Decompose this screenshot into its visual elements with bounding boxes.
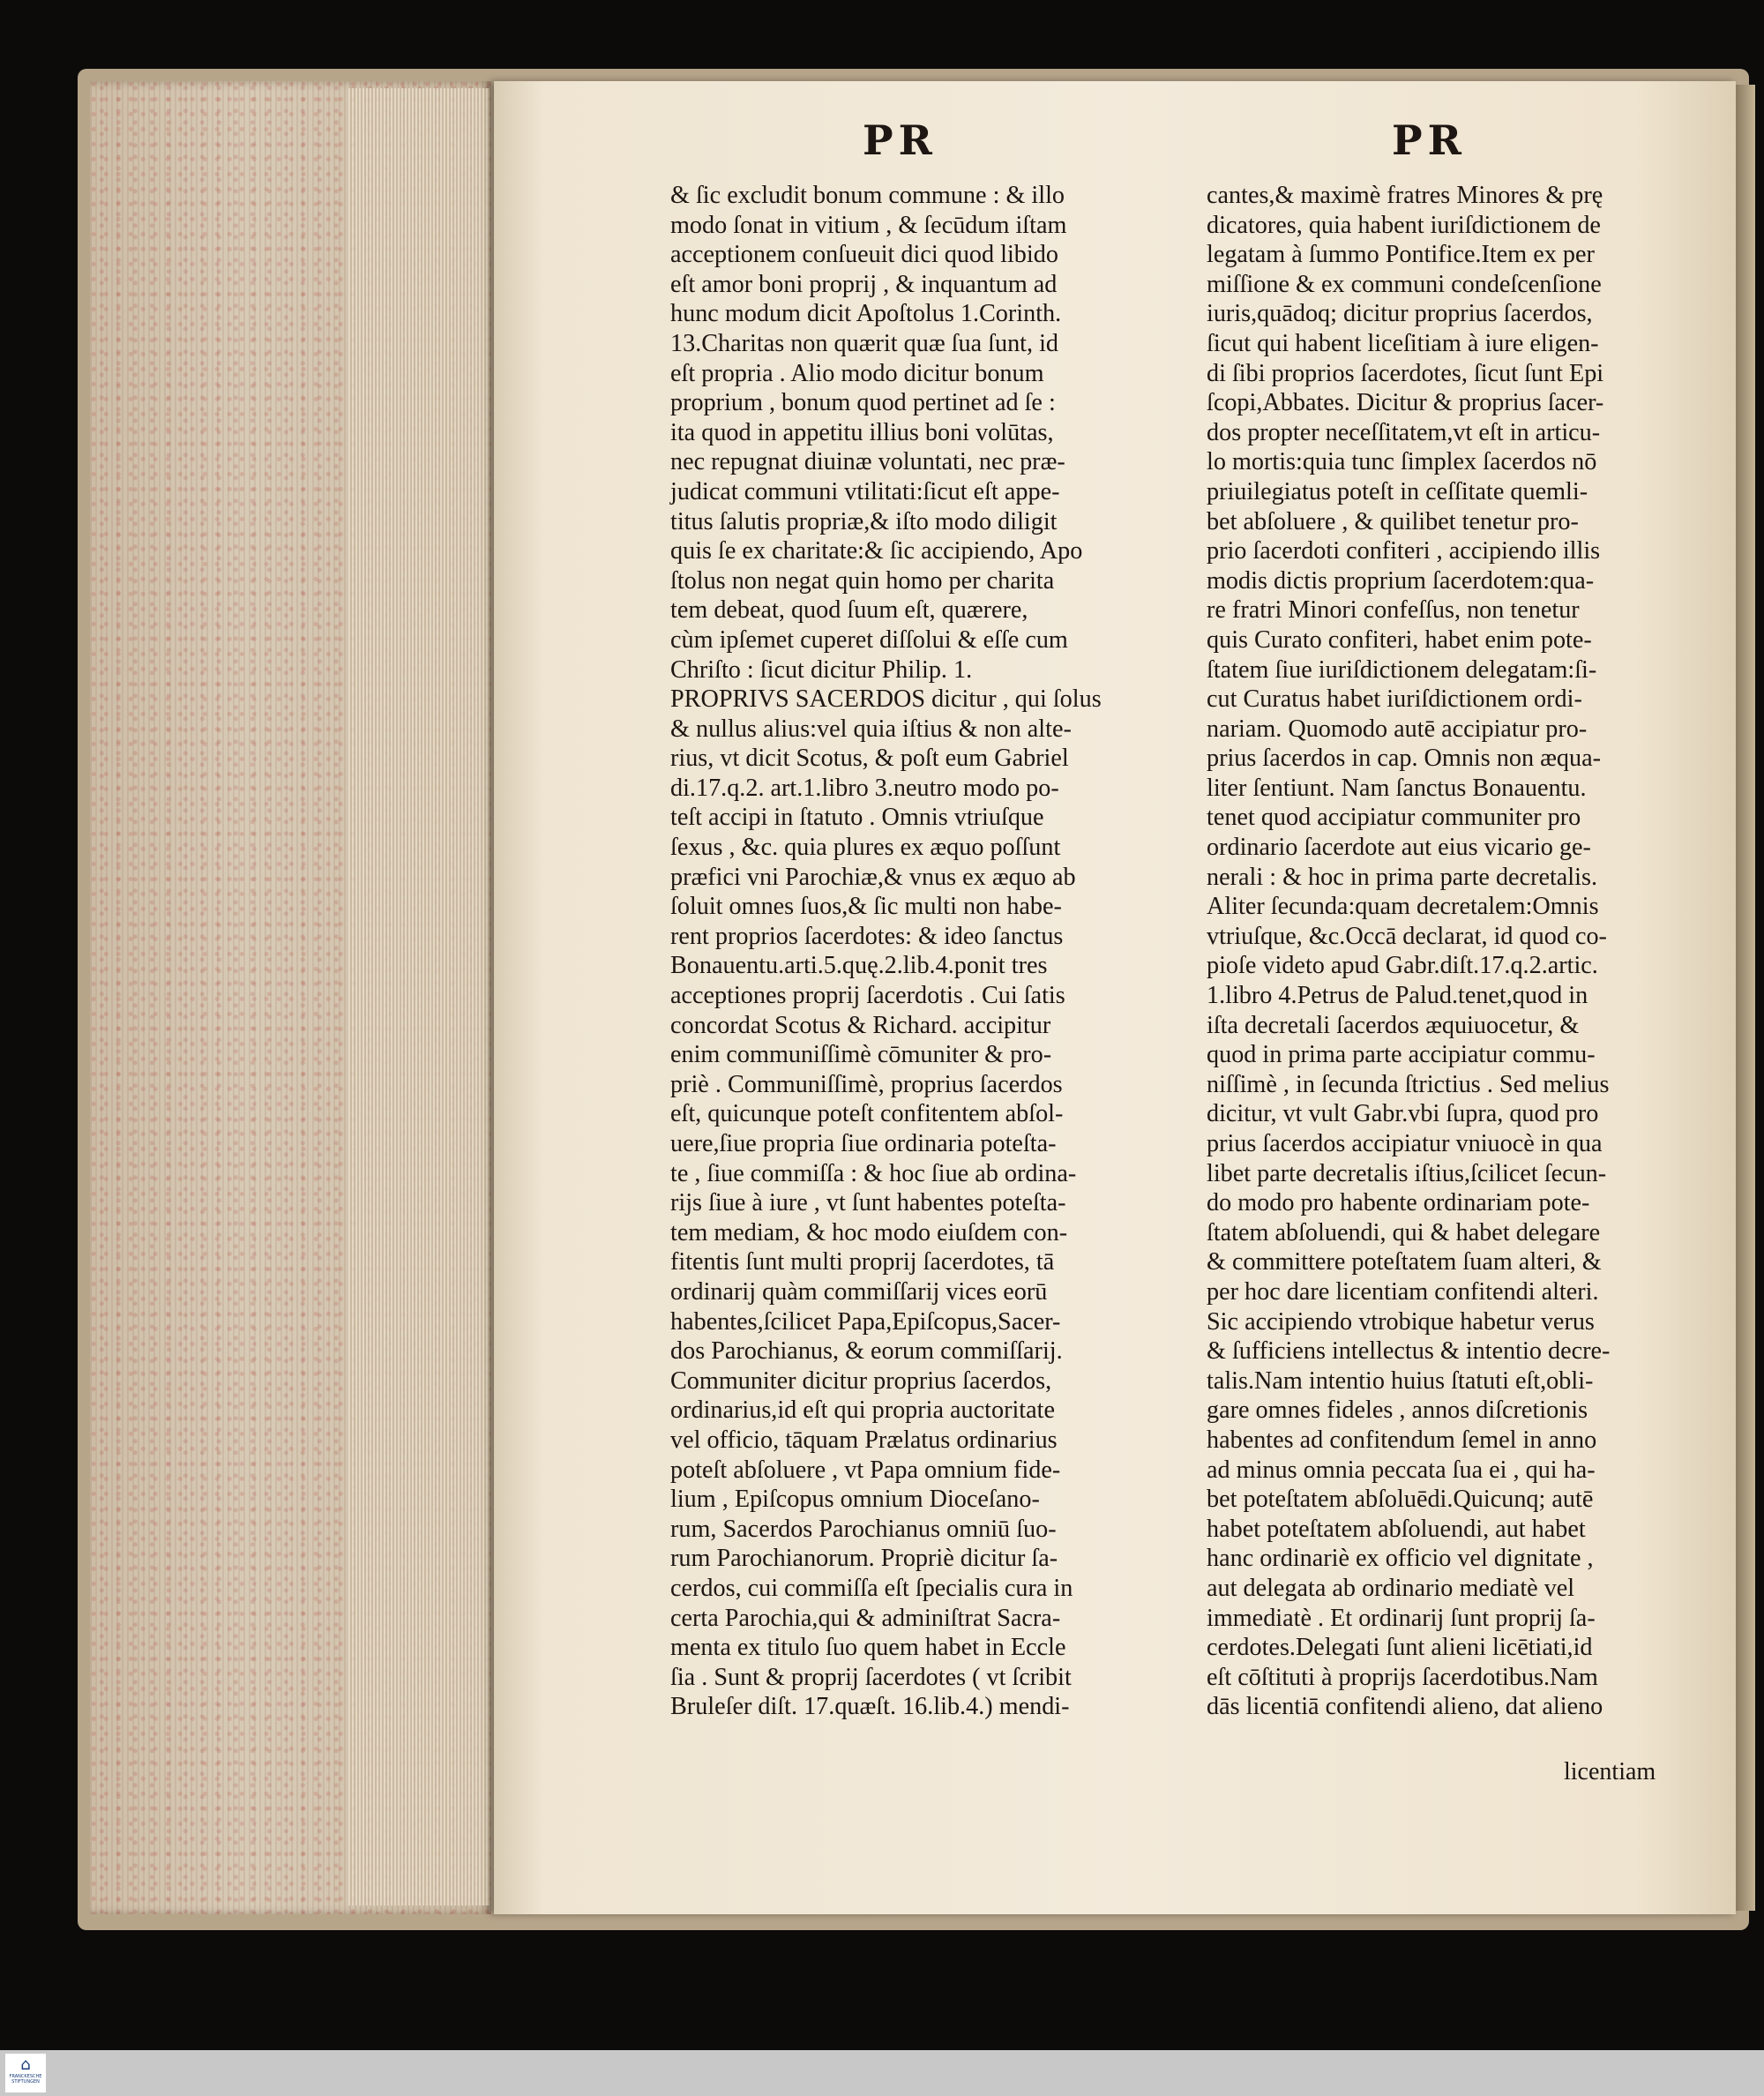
left-page-line: priè . Communiſſimè, proprius ſacerdos bbox=[670, 1070, 1063, 1098]
left-page-line: habentes,ſcilicet Papa,Epiſcopus,Sacer- bbox=[670, 1307, 1061, 1336]
left-page-line: Communiter dicitur proprius ſacerdos, bbox=[670, 1366, 1052, 1395]
right-page-line: talis.Nam intentio huius ſtatuti eſt,obli- bbox=[1207, 1366, 1594, 1395]
right-running-head: PR bbox=[1392, 116, 1467, 164]
right-page-line: miſſione & ex communi condeſcenſione bbox=[1207, 270, 1602, 298]
left-page-line: poteſt abſoluere , vt Papa omnium fide- bbox=[670, 1456, 1061, 1484]
left-page-line: uere,ſiue propria ſiue ordinaria poteſta- bbox=[670, 1130, 1057, 1157]
right-page-line: eſt cōſtituti à proprijs ſacerdotibus.Nam bbox=[1207, 1663, 1598, 1691]
left-page-line: enim communiſſimè cōmuniter & pro- bbox=[670, 1041, 1052, 1069]
right-page-line: nerali : & hoc in prima parte decretalis. bbox=[1207, 863, 1597, 891]
right-page-line: liter ſentiunt. Nam ſanctus Bonauentu. bbox=[1207, 774, 1587, 802]
left-page-line: menta ex titulo ſuo quem habet in Eccle bbox=[670, 1634, 1066, 1662]
right-page-line: priuilegiatus poteſt in ceſſitate quemli- bbox=[1207, 477, 1588, 505]
left-page-line: cùm ipſemet cuperet diſſolui & eſſe cum bbox=[670, 625, 1068, 654]
left-page-line: rum, Sacerdos Parochianus omniū ſuo- bbox=[670, 1515, 1057, 1543]
left-page-line: ordinarij quàm commiſſarij vices eorū bbox=[670, 1277, 1048, 1306]
right-page-line: per hoc dare licentiam confitendi alteri. bbox=[1207, 1277, 1599, 1306]
left-page-line: dos Parochianus, & eorum commiſſarij. bbox=[670, 1337, 1063, 1366]
left-page-line: tem debeat, quod ſuum eſt, quærere, bbox=[670, 596, 1028, 625]
right-page-line: gare omnes fideles , annos diſcretionis bbox=[1207, 1396, 1588, 1425]
right-page-line: & ſufficiens intellectus & intentio decre- bbox=[1207, 1337, 1611, 1366]
left-page-line: quis ſe ex charitate:& ſic accipiendo, Apo bbox=[670, 537, 1083, 565]
left-page-line: præfici vni Parochiæ,& vnus ex æquo ab bbox=[670, 863, 1076, 891]
right-page-line: prius ſacerdos in cap. Omnis non æqua- bbox=[1207, 745, 1601, 773]
left-page-line: cerdos, cui commiſſa eſt ſpecialis cura in bbox=[670, 1574, 1073, 1602]
left-page-line: titus ſalutis propriæ,& iſto modo diligit bbox=[670, 507, 1058, 535]
left-page-line: nec repugnat diuinæ voluntati, nec præ- bbox=[670, 448, 1065, 476]
left-page-line: eſt amor boni proprij , & inquantum ad bbox=[670, 270, 1058, 298]
right-page-line: pioſe videto apud Gabr.diſt.17.q.2.artic. bbox=[1207, 952, 1598, 980]
right-page-line: cerdotes.Delegati ſunt alieni licētiati,id bbox=[1207, 1634, 1593, 1662]
right-page-line: niſſimè , in ſecunda ſtrictius . Sed melius bbox=[1207, 1070, 1610, 1098]
right-page-line: ſtatem ſiue iuriſdictionem delegatam:ſi- bbox=[1207, 655, 1597, 684]
right-page-line: prio ſacerdoti confiteri , accipiendo illis bbox=[1207, 537, 1601, 565]
right-page-line: bet poteſtatem abſoluēdi.Quicunq; autē bbox=[1207, 1486, 1594, 1514]
building-icon: ⌂ bbox=[20, 2055, 31, 2074]
right-page-line: ad minus omnia peccata ſua ei , qui ha- bbox=[1207, 1456, 1596, 1484]
right-page-line: vtriuſque, &c.Occā declarat, id quod co- bbox=[1207, 922, 1607, 950]
right-page-line: nariam. Quomodo autē accipiatur pro- bbox=[1207, 715, 1588, 743]
left-page-line: tem mediam, & hoc modo eiuſdem con- bbox=[670, 1218, 1068, 1246]
left-page-line: rum Parochianorum. Propriè dicitur ſa- bbox=[670, 1545, 1058, 1573]
left-page-line: te , ſiue commiſſa : & hoc ſiue ab ordina- bbox=[670, 1159, 1077, 1187]
right-page-line: do modo pro habente ordinariam pote- bbox=[1207, 1189, 1590, 1217]
right-page-line: cut Curatus habet iuriſdictionem ordi- bbox=[1207, 685, 1582, 714]
right-page-line: dos propter neceſſitatem,vt eſt in articu- bbox=[1207, 418, 1601, 446]
left-page-line: di.17.q.2. art.1.libro 3.neutro modo po- bbox=[670, 774, 1059, 802]
left-page-line: modo ſonat in vitium , & ſecūdum iſtam bbox=[670, 211, 1067, 239]
right-page-line: ordinario ſacerdote aut eius vicario ge- bbox=[1207, 834, 1591, 862]
right-page-line: legatam à ſummo Pontifice.Item ex per bbox=[1207, 241, 1595, 269]
right-page-line: ſtatem abſoluendi, qui & habet delegare bbox=[1207, 1218, 1601, 1246]
right-page-line: habentes ad confitendum ſemel in anno bbox=[1207, 1426, 1597, 1454]
left-page-line: judicat communi vtilitati:ſicut eſt appe- bbox=[670, 477, 1060, 505]
viewer-footer-bar bbox=[0, 2050, 1764, 2096]
left-page-line: concordat Scotus & Richard. accipitur bbox=[670, 1011, 1051, 1039]
catchword: licentiam bbox=[1564, 1758, 1656, 1785]
right-page-line: cantes,& maximè fratres Minores & prę bbox=[1207, 182, 1603, 209]
right-page-line: Aliter ſecunda:quam decretalem:Omnis bbox=[1207, 893, 1599, 921]
right-page-line: iſta decretali ſacerdos æquiuocetur, & bbox=[1207, 1011, 1580, 1039]
next-page-edge bbox=[1736, 85, 1755, 1911]
right-page-line: prius ſacerdos accipiatur vniuocè in qua bbox=[1207, 1130, 1603, 1157]
right-page-line: Sic accipiendo vtrobique habetur verus bbox=[1207, 1307, 1595, 1336]
left-page-line: rius, vt dicit Scotus, & poſt eum Gabriel bbox=[670, 745, 1069, 773]
left-page-line: vel officio, tāquam Prælatus ordinarius bbox=[670, 1426, 1058, 1454]
left-page-line: proprium , bonum quod pertinet ad ſe : bbox=[670, 389, 1056, 417]
right-page-line: habet poteſtatem abſoluendi, aut habet bbox=[1207, 1515, 1586, 1543]
right-page-line: modis dictis proprium ſacerdotem:qua- bbox=[1207, 566, 1595, 595]
left-running-head: PR bbox=[863, 116, 938, 164]
left-page-line: ita quod in appetitu illius boni volūtas, bbox=[670, 418, 1054, 446]
right-page-line: lo mortis:quia tunc ſimplex ſacerdos nō bbox=[1207, 448, 1597, 476]
right-text-column bbox=[1207, 181, 1679, 1722]
left-page-line: acceptiones proprij ſacerdotis . Cui ſatis bbox=[670, 982, 1065, 1010]
right-page-line: bet abſoluere , & quilibet tenetur pro- bbox=[1207, 507, 1579, 535]
right-page-line: quis Curato confiteri, habet enim pote- bbox=[1207, 625, 1592, 654]
left-page-line: ſtolus non negat quin homo per charita bbox=[670, 566, 1055, 595]
left-page-line: & ſic excludit bonum commune : & illo bbox=[670, 182, 1065, 209]
left-page-line: rent proprios ſacerdotes: & ideo ſanctus bbox=[670, 922, 1064, 950]
left-page-line: rijs ſiue à iure , vt ſunt habentes poteſta- bbox=[670, 1189, 1066, 1217]
right-page-line: di ſibi proprios ſacerdotes, ſicut ſunt Epi bbox=[1207, 359, 1604, 387]
left-page-line: fitentis ſunt multi proprij ſacerdotes, tā bbox=[670, 1248, 1055, 1276]
left-page-line: hunc modum dicit Apoſtolus 1.Corinth. bbox=[670, 300, 1062, 328]
right-page-line: & committere poteſtatem ſuam alteri, & bbox=[1207, 1248, 1602, 1276]
left-page-line: ordinarius,id eſt qui propria auctoritate bbox=[670, 1396, 1055, 1425]
right-page-line: libet parte decretalis iſtius,ſcilicet ſecun- bbox=[1207, 1159, 1607, 1187]
left-page-line: teſt accipi in ſtatuto . Omnis vtriuſque bbox=[670, 804, 1044, 832]
logo-label-2: STIFTUNGEN bbox=[11, 2079, 40, 2085]
institution-logo bbox=[5, 2054, 46, 2092]
right-page-line: dās licentiā confitendi alieno, dat alieno bbox=[1207, 1693, 1603, 1721]
right-page-line: re fratri Minori confeſſus, non tenetur bbox=[1207, 596, 1580, 625]
right-page-line: aut delegata ab ordinario mediatè vel bbox=[1207, 1574, 1575, 1602]
left-page-line: PROPRIVS SACERDOS dicitur , qui ſolus bbox=[670, 685, 1102, 714]
left-page-line: eſt propria . Alio modo dicitur bonum bbox=[670, 359, 1044, 387]
left-page-line: acceptionem conſueuit dici quod libido bbox=[670, 241, 1058, 269]
right-page-line: ſicut qui habent liceſitiam à iure eligen- bbox=[1207, 329, 1599, 357]
left-page-line: ſexus , &c. quia plures ex æquo poſſunt bbox=[670, 834, 1061, 862]
right-page-line: quod in prima parte accipiatur commu- bbox=[1207, 1041, 1596, 1069]
left-page-line: ſoluit omnes ſuos,& ſic multi non habe- bbox=[670, 893, 1062, 921]
right-page-line: ſcopi,Abbates. Dicitur & proprius ſacer- bbox=[1207, 389, 1604, 417]
left-page-line: eſt, quicunque poteſt confitentem abſol- bbox=[670, 1100, 1064, 1128]
left-page-line: lium , Epiſcopus omnium Dioceſano- bbox=[670, 1486, 1040, 1514]
page-stack-lines bbox=[348, 88, 490, 1905]
logo-label-1: FRANCKESCHE bbox=[9, 2074, 42, 2079]
left-page-line: Chriſto : ſicut dicitur Philip. 1. bbox=[670, 655, 973, 684]
right-page-line: tenet quod accipiatur communiter pro bbox=[1207, 804, 1581, 832]
right-page-line: dicitur, vt vult Gabr.vbi ſupra, quod pro bbox=[1207, 1100, 1599, 1128]
left-page-line: 13.Charitas non quærit quæ ſua ſunt, id bbox=[670, 329, 1059, 357]
left-text-column bbox=[670, 181, 1175, 1722]
right-page-line: iuris,quādoq; dicitur proprius ſacerdos, bbox=[1207, 300, 1593, 328]
left-page-line: Bruleſer diſt. 17.quæſt. 16.lib.4.) mendi- bbox=[670, 1693, 1070, 1721]
left-page-line: ſia . Sunt & proprij ſacerdotes ( vt ſcribit bbox=[670, 1663, 1072, 1691]
right-page-line: immediatè . Et ordinarij ſunt proprij ſa- bbox=[1207, 1604, 1596, 1632]
left-page-line: Bonauentu.arti.5.quę.2.lib.4.ponit tres bbox=[670, 952, 1048, 980]
right-page-line: 1.libro 4.Petrus de Palud.tenet,quod in bbox=[1207, 982, 1588, 1010]
left-page-line: certa Parochia,qui & adminiſtrat Sacra- bbox=[670, 1604, 1061, 1632]
left-page-line: & nullus alius:vel quia iſtius & non alte- bbox=[670, 715, 1072, 743]
right-page-line: dicatores, quia habent iuriſdictionem de bbox=[1207, 211, 1601, 239]
right-page-line: hanc ordinariè ex officio vel dignitate , bbox=[1207, 1545, 1594, 1573]
